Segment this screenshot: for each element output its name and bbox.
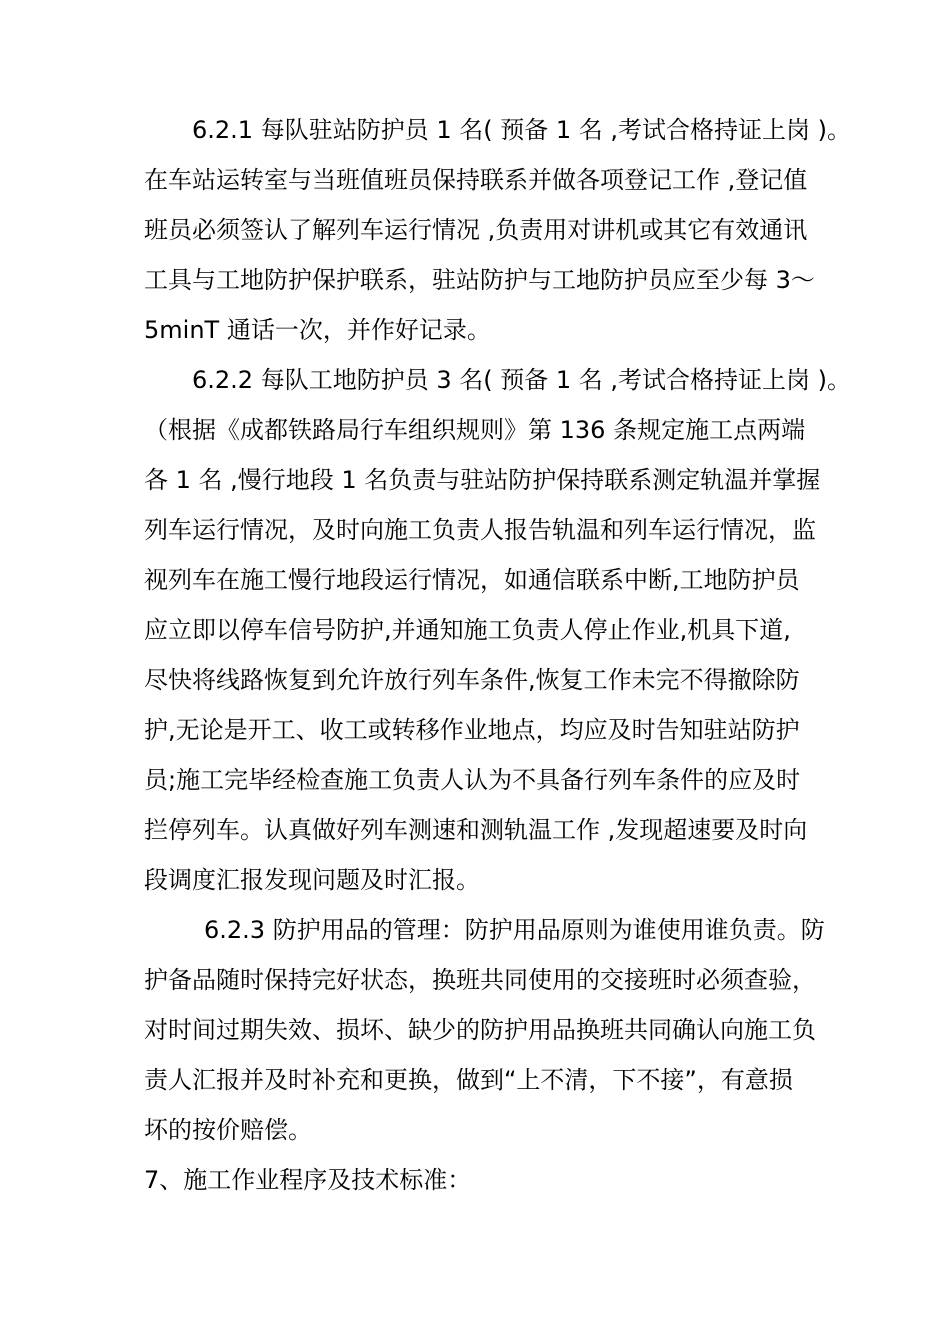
- text-line: 工具与工地防护保护联系，驻站防护与工地防护员应至少每 3～: [144, 266, 815, 294]
- text-line: 在车站运转室与当班值班员保持联系并做各项登记工作 ,登记值: [144, 166, 808, 194]
- text-line: 应立即以停车信号防护,并通知施工负责人停止作业,机具下道,: [144, 616, 791, 644]
- text-line: 护,无论是开工、收工或转移作业地点，均应及时告知驻站防护: [144, 716, 800, 744]
- text-line: 员;施工完毕经检查施工负责人认为不具备行列车条件的应及时: [144, 766, 801, 794]
- text-line: 对时间过期失效、损坏、缺少的防护用品换班共同确认向施工负: [144, 1016, 816, 1044]
- text-line: 坏的按价赔偿。: [144, 1116, 312, 1144]
- text-line: 尽快将线路恢复到允许放行列车条件,恢复工作未完不得撤除防: [144, 666, 800, 694]
- text-line-6-2-1-start: 6.2.1 每队驻站防护员 1 名( 预备 1 名 ,考试合格持证上岗 )。: [192, 116, 851, 144]
- text-line: 护备品随时保持完好状态，换班共同使用的交接班时必须查验，: [144, 966, 816, 994]
- text-line: 视列车在施工慢行地段运行情况，如通信联系中断,工地防护员: [144, 566, 800, 594]
- text-line: 各 1 名 ,慢行地段 1 名负责与驻站防护保持联系测定轨温并掌握: [144, 466, 821, 494]
- section-heading-7: 7、施工作业程序及技术标准：: [144, 1166, 472, 1194]
- text-line-6-2-2-start: 6.2.2 每队工地防护员 3 名( 预备 1 名 ,考试合格持证上岗 )。: [192, 366, 851, 394]
- text-line: 列车运行情况，及时向施工负责人报告轨温和列车运行情况，监: [144, 516, 816, 544]
- text-line: 拦停列车。认真做好列车测速和测轨温工作 ,发现超速要及时向: [144, 816, 808, 844]
- text-line: （根据《成都铁路局行车组织规则》第 136 条规定施工点两端: [144, 416, 806, 444]
- text-line: 段调度汇报发现问题及时汇报。: [144, 866, 480, 894]
- text-line: 5minT 通话一次，并作好记录。: [144, 316, 491, 344]
- text-line: 班员必须签认了解列车运行情况 ,负责用对讲机或其它有效通讯: [144, 216, 808, 244]
- text-line: 责人汇报并及时补充和更换，做到“上不清，下不接”，有意损: [144, 1066, 793, 1094]
- text-line-6-2-3-start: 6.2.3 防护用品的管理：防护用品原则为谁使用谁负责。防: [204, 916, 825, 944]
